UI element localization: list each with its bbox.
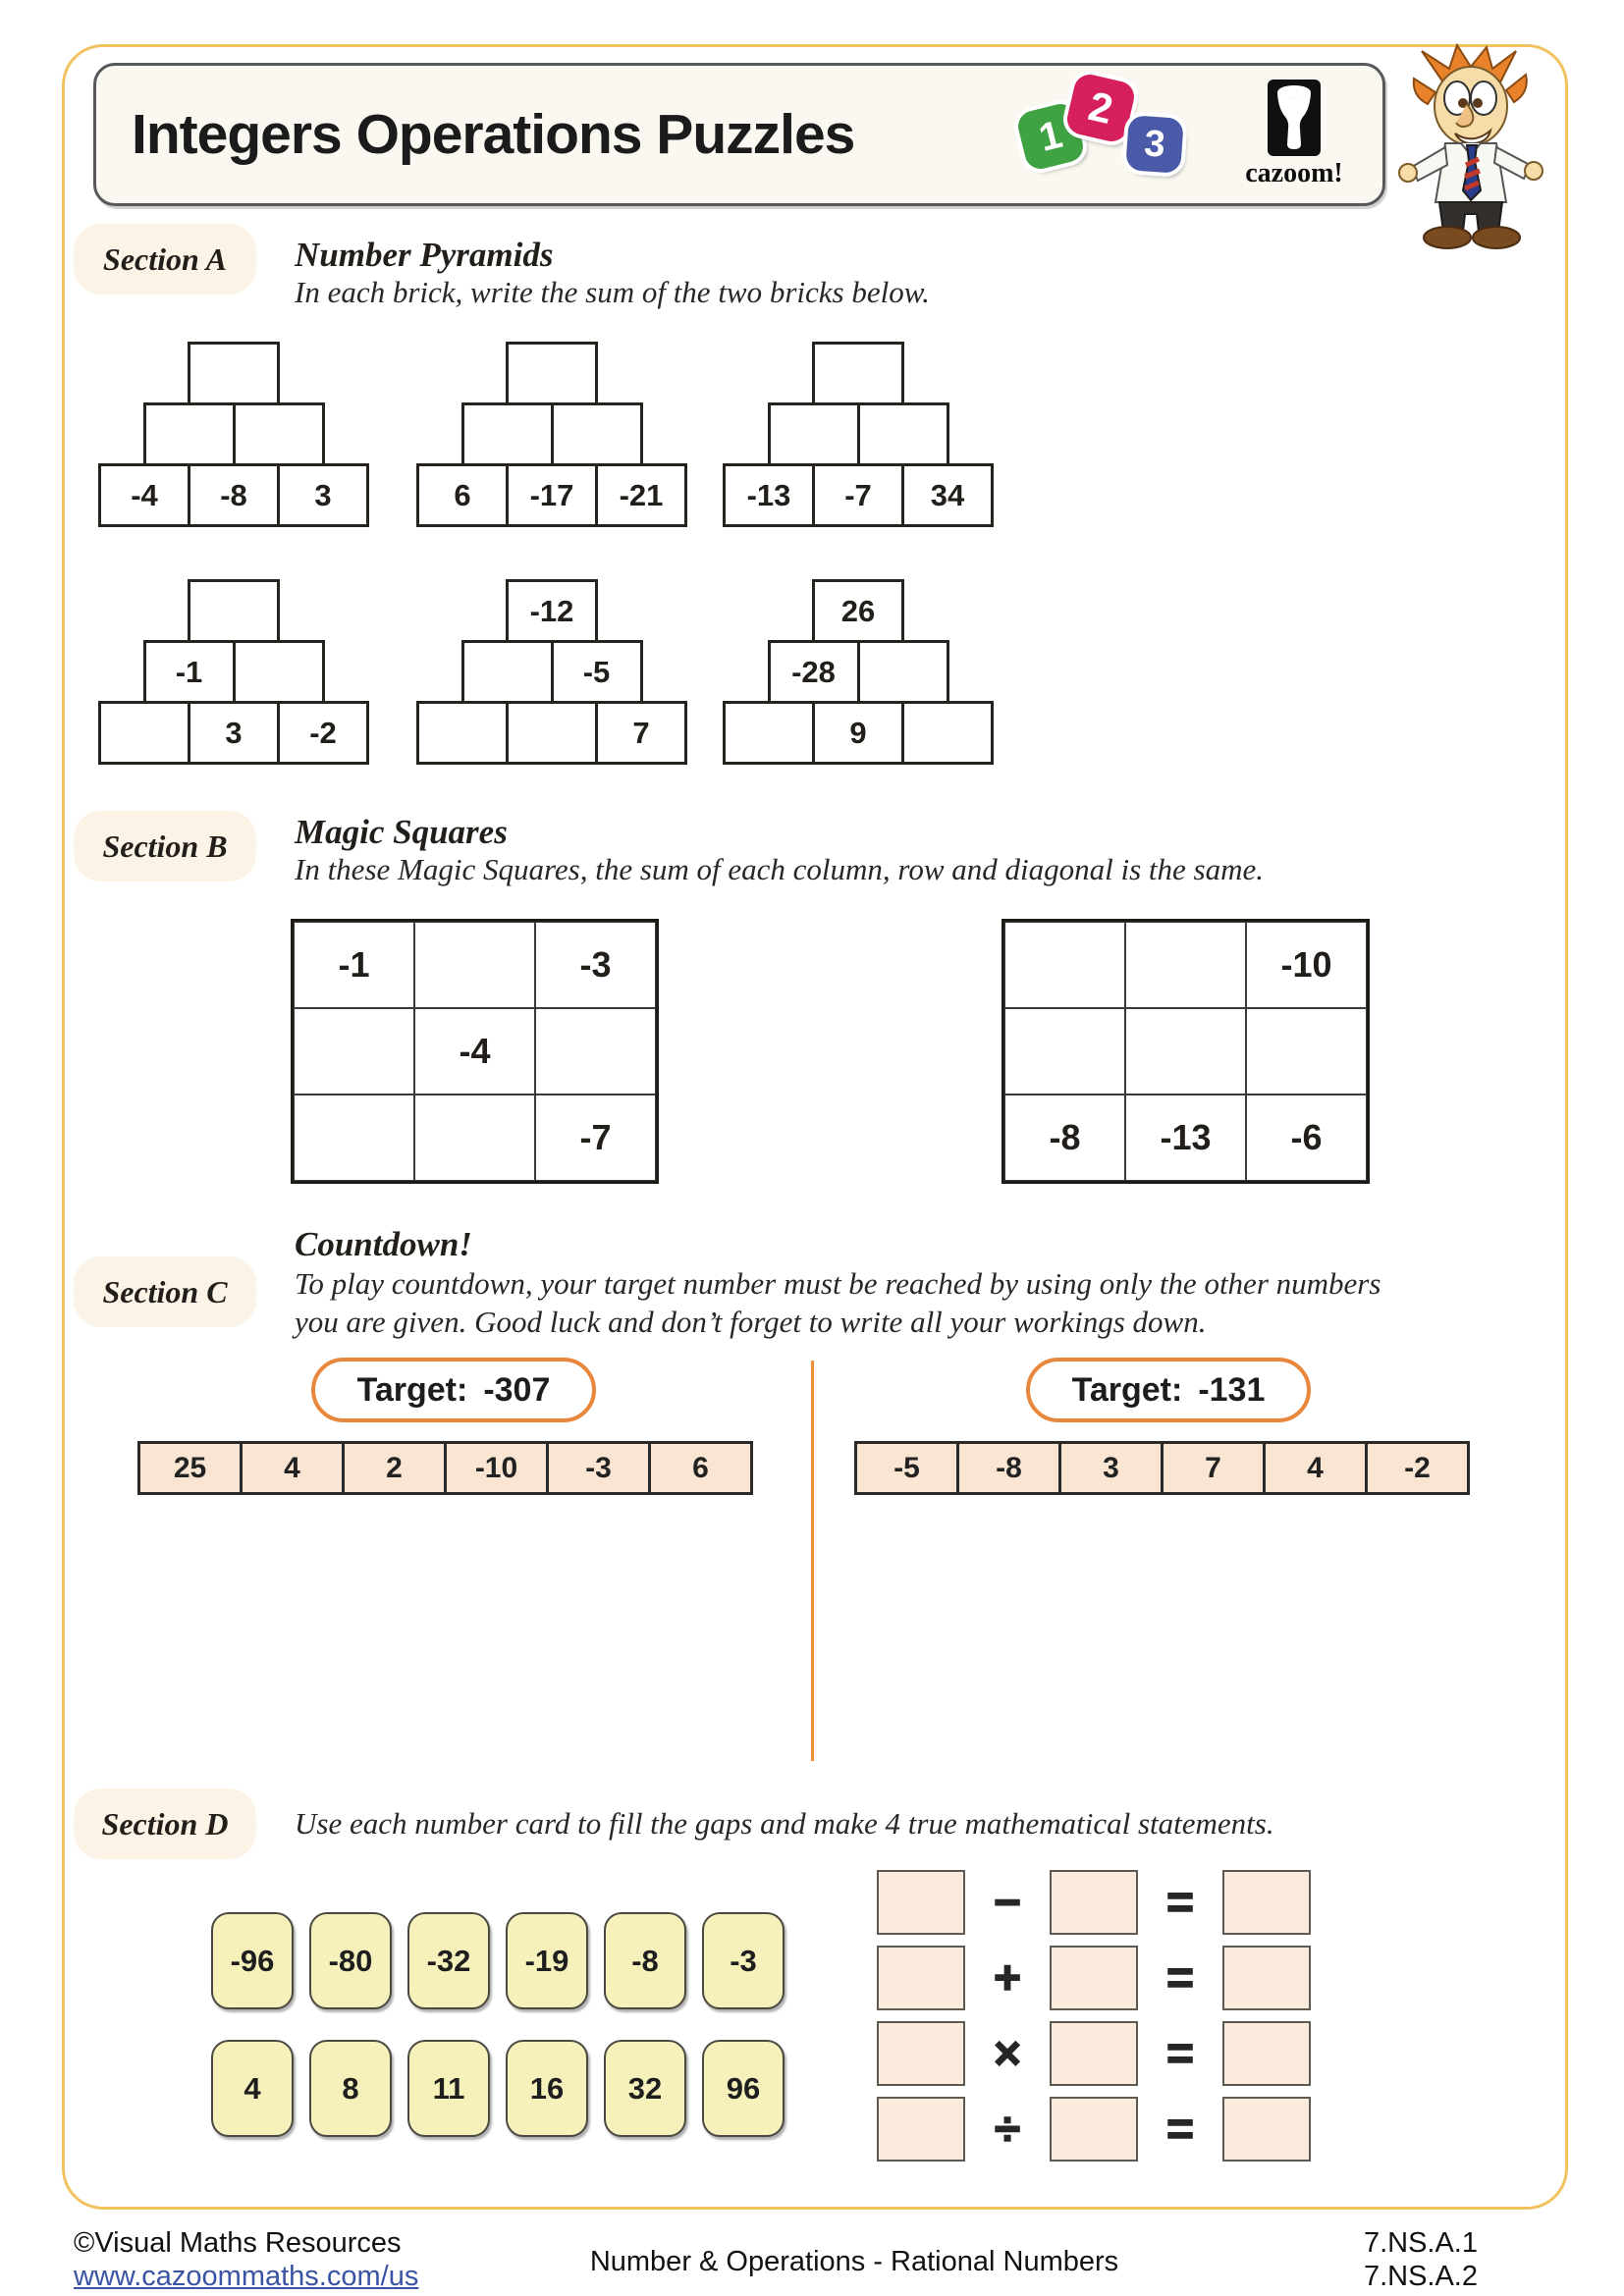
countdown-divider bbox=[811, 1361, 814, 1761]
pyramid-brick: -1 bbox=[143, 640, 236, 704]
countdown-number: -5 bbox=[854, 1441, 959, 1495]
worksheet-header bbox=[93, 63, 1385, 206]
magic-cell: -8 bbox=[1004, 1095, 1125, 1181]
pyramid-brick[interactable] bbox=[506, 342, 598, 405]
page-title: Integers Operations Puzzles bbox=[132, 103, 855, 166]
pyramid-brick[interactable] bbox=[461, 640, 554, 704]
footer-copyright: ©Visual Maths Resources bbox=[74, 2227, 402, 2259]
countdown-number: 3 bbox=[1058, 1441, 1164, 1495]
pyramid-brick: -4 bbox=[98, 463, 190, 527]
pyramid-brick: -13 bbox=[723, 463, 815, 527]
operator-sign: + bbox=[993, 1951, 1022, 2004]
equation-blank-left[interactable] bbox=[877, 2097, 965, 2162]
pyramid-brick[interactable] bbox=[233, 640, 325, 704]
equals-sign: = bbox=[1165, 1951, 1195, 2004]
number-card: -80 bbox=[309, 1912, 392, 2009]
equation-row-4 bbox=[877, 2097, 1311, 2162]
section-d-label: Section D bbox=[74, 1789, 256, 1859]
tile-1-icon: 1 bbox=[1015, 101, 1087, 173]
number-card: 8 bbox=[309, 2040, 392, 2137]
magic-square-1 bbox=[291, 919, 659, 1184]
number-card: 11 bbox=[407, 2040, 490, 2137]
equation-blank-result[interactable] bbox=[1222, 2097, 1311, 2162]
number-card: -32 bbox=[407, 1912, 490, 2009]
section-a-heading: Number Pyramids bbox=[295, 236, 554, 274]
pyramid-brick: 7 bbox=[595, 701, 687, 765]
pyramid-brick: -2 bbox=[277, 701, 369, 765]
pyramid-brick[interactable] bbox=[188, 579, 280, 643]
countdown-numbers-2 bbox=[854, 1441, 1470, 1495]
number-cards-row-2 bbox=[211, 2040, 785, 2137]
pyramid-brick: -21 bbox=[595, 463, 687, 527]
pyramid-brick[interactable] bbox=[143, 402, 236, 466]
equals-sign: = bbox=[1165, 2103, 1195, 2156]
magic-cell: -13 bbox=[1125, 1095, 1246, 1181]
number-card: -96 bbox=[211, 1912, 294, 2009]
operator-sign: ÷ bbox=[994, 2103, 1021, 2156]
pyramid-brick[interactable] bbox=[857, 402, 949, 466]
pyramid-brick[interactable] bbox=[551, 402, 643, 466]
footer-topic: Number & Operations - Rational Numbers bbox=[589, 2246, 1119, 2277]
magic-cell: -10 bbox=[1246, 922, 1367, 1008]
pyramid-brick: 26 bbox=[812, 579, 904, 643]
section-c-instruction-line1: To play countdown, your target number must be reached by using only the other numbers bbox=[295, 1266, 1381, 1301]
countdown-number: 4 bbox=[240, 1441, 345, 1495]
cazoom-logo bbox=[1227, 80, 1361, 189]
mascot-character bbox=[1382, 43, 1563, 251]
countdown-number: -3 bbox=[546, 1441, 651, 1495]
standard-code: 7.NS.A.1 bbox=[1363, 2227, 1478, 2259]
countdown-number: 2 bbox=[342, 1441, 447, 1495]
magic-cell: -1 bbox=[294, 922, 414, 1008]
equation-blank-result[interactable] bbox=[1222, 1946, 1311, 2010]
pyramid-brick: 3 bbox=[188, 701, 280, 765]
pyramid-brick[interactable] bbox=[812, 342, 904, 405]
section-d-instruction: Use each number card to fill the gaps and make 4 true mathematical statements. bbox=[295, 1806, 1274, 1841]
magic-cell: -3 bbox=[535, 922, 656, 1008]
equation-blank-right[interactable] bbox=[1050, 2097, 1138, 2162]
countdown-numbers-1 bbox=[137, 1441, 753, 1495]
pyramid-brick: 3 bbox=[277, 463, 369, 527]
pyramid-brick[interactable] bbox=[98, 701, 190, 765]
equation-row-2 bbox=[877, 1946, 1311, 2010]
magic-cell[interactable] bbox=[1125, 922, 1246, 1008]
standard-code: 7.NS.A.2 bbox=[1363, 2261, 1478, 2292]
section-b-instruction: In these Magic Squares, the sum of each column, row and diagonal is the same. bbox=[295, 852, 1264, 886]
pyramid-brick[interactable] bbox=[233, 402, 325, 466]
magic-cell[interactable] bbox=[294, 1008, 414, 1095]
target-box-2 bbox=[1026, 1358, 1311, 1422]
pyramid-brick[interactable] bbox=[901, 701, 994, 765]
number-tiles bbox=[1019, 76, 1196, 193]
tile-3-icon: 3 bbox=[1125, 115, 1184, 174]
section-c-label: Section C bbox=[74, 1256, 256, 1327]
number-card: 96 bbox=[702, 2040, 785, 2137]
pyramid-brick: -5 bbox=[551, 640, 643, 704]
pyramid-brick[interactable] bbox=[416, 701, 509, 765]
number-card: -8 bbox=[604, 1912, 686, 2009]
pyramid-brick: 9 bbox=[812, 701, 904, 765]
footer-credit bbox=[74, 2226, 418, 2293]
magic-cell[interactable] bbox=[414, 1095, 535, 1181]
pyramid-brick: -12 bbox=[506, 579, 598, 643]
magic-cell[interactable] bbox=[294, 1095, 414, 1181]
pyramid-brick[interactable] bbox=[461, 402, 554, 466]
pyramid-brick: -7 bbox=[812, 463, 904, 527]
magic-cell[interactable] bbox=[535, 1008, 656, 1095]
pyramid-brick[interactable] bbox=[506, 701, 598, 765]
pyramid-4 bbox=[98, 579, 369, 765]
equation-row-1 bbox=[877, 1870, 1311, 1935]
operator-sign: − bbox=[993, 1876, 1022, 1929]
equations bbox=[877, 1870, 1311, 2172]
operator-sign: × bbox=[993, 2027, 1022, 2080]
pyramid-1 bbox=[98, 342, 369, 527]
pyramid-5 bbox=[416, 579, 687, 765]
magic-cell[interactable] bbox=[1004, 922, 1125, 1008]
countdown-number: -8 bbox=[956, 1441, 1061, 1495]
pyramid-brick: 6 bbox=[416, 463, 509, 527]
countdown-number: -10 bbox=[444, 1441, 549, 1495]
pyramid-brick[interactable] bbox=[768, 402, 860, 466]
magic-cell: -6 bbox=[1246, 1095, 1367, 1181]
section-a-label: Section A bbox=[74, 224, 256, 294]
section-b-heading: Magic Squares bbox=[295, 813, 508, 851]
pyramid-3 bbox=[723, 342, 994, 527]
section-c-heading: Countdown! bbox=[295, 1225, 472, 1263]
magic-cell[interactable] bbox=[1246, 1008, 1367, 1095]
pyramid-brick[interactable] bbox=[857, 640, 949, 704]
magic-cell: -7 bbox=[535, 1095, 656, 1181]
equation-blank-right[interactable] bbox=[1050, 1870, 1138, 1935]
countdown-number: 7 bbox=[1161, 1441, 1266, 1495]
equation-blank-right[interactable] bbox=[1050, 1946, 1138, 2010]
countdown-number: 25 bbox=[137, 1441, 243, 1495]
equals-sign: = bbox=[1165, 1876, 1195, 1929]
number-card: 16 bbox=[506, 2040, 588, 2137]
countdown-number: 6 bbox=[648, 1441, 753, 1495]
drum-icon bbox=[1227, 80, 1361, 156]
equation-blank-result[interactable] bbox=[1222, 1870, 1311, 1935]
equation-blank-left[interactable] bbox=[877, 2021, 965, 2086]
pyramid-brick: -17 bbox=[506, 463, 598, 527]
target-box-1 bbox=[311, 1358, 596, 1422]
target-value: -131 bbox=[1198, 1370, 1266, 1409]
target-value: -307 bbox=[483, 1370, 551, 1409]
tile-2-icon: 2 bbox=[1064, 72, 1137, 144]
equation-row-3 bbox=[877, 2021, 1311, 2086]
equals-sign: = bbox=[1165, 2027, 1195, 2080]
pyramid-2 bbox=[416, 342, 687, 527]
pyramid-6 bbox=[723, 579, 994, 765]
number-card: 4 bbox=[211, 2040, 294, 2137]
pyramid-brick: -28 bbox=[768, 640, 860, 704]
magic-cell[interactable] bbox=[414, 922, 535, 1008]
section-c-instruction-line2: you are given. Good luck and don’t forget to write all your workings down. bbox=[295, 1305, 1207, 1339]
equation-blank-right[interactable] bbox=[1050, 2021, 1138, 2086]
target-label: Target: bbox=[1071, 1370, 1183, 1409]
section-a-instruction: In each brick, write the sum of the two bricks below. bbox=[295, 275, 930, 309]
magic-cell: -4 bbox=[414, 1008, 535, 1095]
footer-standards bbox=[1262, 2226, 1478, 2293]
pyramid-brick[interactable] bbox=[188, 342, 280, 405]
magic-cell[interactable] bbox=[1004, 1008, 1125, 1095]
number-card: -3 bbox=[702, 1912, 785, 2009]
countdown-number: 4 bbox=[1263, 1441, 1368, 1495]
number-card: -19 bbox=[506, 1912, 588, 2009]
equation-blank-left[interactable] bbox=[877, 1870, 965, 1935]
pyramid-brick: 34 bbox=[901, 463, 994, 527]
number-card: 32 bbox=[604, 2040, 686, 2137]
countdown-number: -2 bbox=[1365, 1441, 1470, 1495]
section-b-label: Section B bbox=[74, 811, 256, 881]
magic-cell[interactable] bbox=[1125, 1008, 1246, 1095]
magic-square-2 bbox=[1001, 919, 1370, 1184]
target-label: Target: bbox=[356, 1370, 468, 1409]
logo-text: cazoom! bbox=[1245, 158, 1343, 188]
equation-blank-left[interactable] bbox=[877, 1946, 965, 2010]
number-cards-row-1 bbox=[211, 1912, 785, 2009]
footer-url[interactable]: www.cazoommaths.com/us bbox=[74, 2261, 419, 2292]
pyramid-brick: -8 bbox=[188, 463, 280, 527]
pyramid-brick[interactable] bbox=[723, 701, 815, 765]
equation-blank-result[interactable] bbox=[1222, 2021, 1311, 2086]
